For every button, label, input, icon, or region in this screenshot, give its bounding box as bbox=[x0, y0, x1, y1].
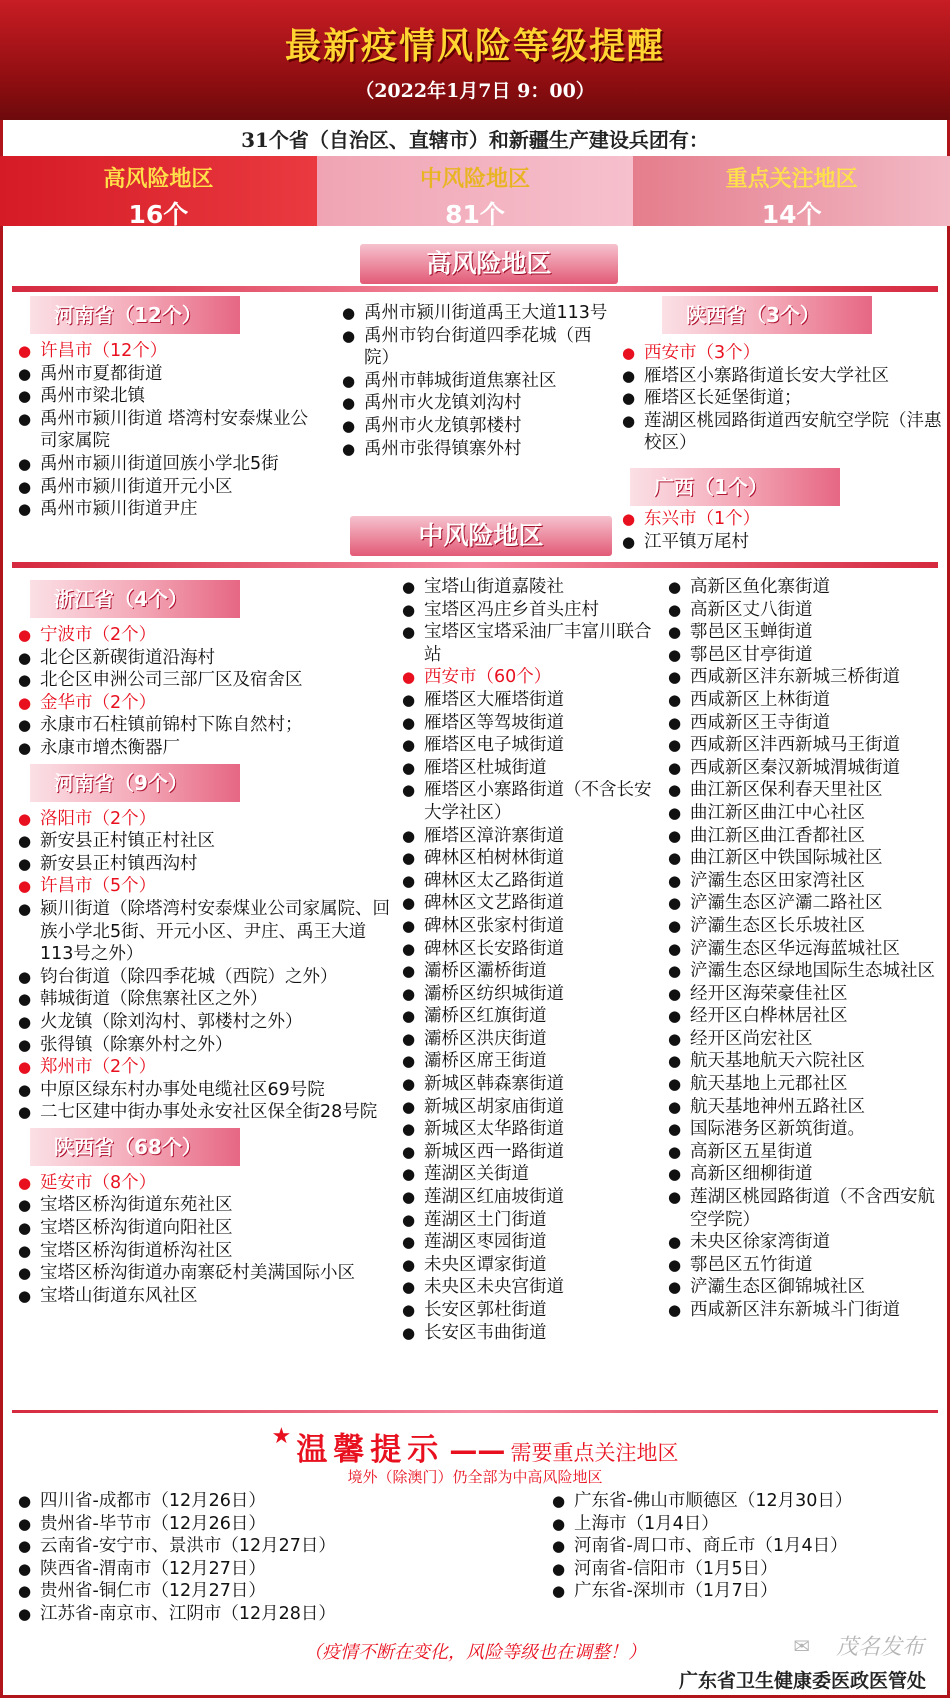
mid-risk-value: 81个 bbox=[445, 200, 505, 229]
list-item: ● 西咸新区上林街道 bbox=[664, 689, 944, 712]
risk-count-bar bbox=[0, 156, 950, 229]
list-item: ● 韩城街道（除焦寨社区之外） bbox=[14, 988, 394, 1011]
divider bbox=[12, 1410, 938, 1413]
city-header: ● 延安市（8个） bbox=[14, 1172, 394, 1195]
list-item: ● 西咸新区沣西新城马王街道 bbox=[664, 734, 944, 757]
list-item: ● 灞桥区洪庆街道 bbox=[398, 1028, 658, 1051]
province-header: 陕西省（68个） bbox=[30, 1128, 240, 1166]
high-col-3-guangxi bbox=[618, 508, 942, 553]
list-item: ● 鄠邑区甘亭街道 bbox=[664, 644, 944, 667]
list-item: ● 宝塔山街道嘉陵社 bbox=[398, 576, 658, 599]
list-item: ● 莲湖区关街道 bbox=[398, 1163, 658, 1186]
list-item: ● 禹州市夏都街道 bbox=[14, 363, 314, 386]
high-risk-value: 16个 bbox=[128, 200, 189, 229]
list-item: ● 曲江新区曲江香都社区 bbox=[664, 825, 944, 848]
high-col-3 bbox=[618, 342, 942, 455]
list-item: ● 浐灞生态区浐灞二路社区 bbox=[664, 892, 944, 915]
list-item: ● 雁塔区等驾坡街道 bbox=[398, 712, 658, 735]
list-item: ● 禹州市梁北镇 bbox=[14, 385, 314, 408]
list-item: ● 宝塔山街道东风社区 bbox=[14, 1285, 394, 1308]
list-item: ● 北仑区申洲公司三部厂区及宿舍区 bbox=[14, 669, 394, 692]
list-item: ● 碑林区太乙路街道 bbox=[398, 870, 658, 893]
list-item: ● 二七区建中街办事处永安社区保全街28号院 bbox=[14, 1101, 394, 1124]
list-item: ● 莲湖区土门街道 bbox=[398, 1209, 658, 1232]
list-item: ● 火龙镇（除刘沟村、郭楼村之外） bbox=[14, 1011, 394, 1034]
list-item: ● 航天基地上元郡社区 bbox=[664, 1073, 944, 1096]
list-item: ● 雁塔区长延堡街道； bbox=[618, 387, 942, 410]
list-item: ● 航天基地航天六院社区 bbox=[664, 1050, 944, 1073]
city-header: ● 宁波市（2个） bbox=[14, 624, 394, 647]
province-shaanxi-high: 陕西省（3个） bbox=[662, 296, 872, 334]
tips-heading bbox=[0, 1424, 950, 1469]
list-item: ● 曲江新区曲江中心社区 bbox=[664, 802, 944, 825]
list-item: ● 经开区尚宏社区 bbox=[664, 1028, 944, 1051]
list-item: ● 鄠邑区玉蝉街道 bbox=[664, 621, 944, 644]
list-item: ● 云南省-安宁市、景洪市（12月27日） bbox=[14, 1535, 464, 1558]
list-item: ● 四川省-成都市（12月26日） bbox=[14, 1490, 464, 1513]
city-header: ● 东兴市（1个） bbox=[618, 508, 942, 531]
list-item: ● 国际港务区新筑街道。 bbox=[664, 1118, 944, 1141]
city-header: ● 西安市（60个） bbox=[398, 666, 658, 689]
list-item: ● 鄠邑区五竹街道 bbox=[664, 1254, 944, 1277]
list-item: ● 新城区太华路街道 bbox=[398, 1118, 658, 1141]
list-item: ● 张得镇（除寨外村之外） bbox=[14, 1034, 394, 1057]
tips-note: 境外（除澳门）仍全部为中高风险地区 bbox=[347, 1468, 603, 1486]
high-risk-section-title: 高风险地区 bbox=[360, 244, 618, 284]
list-item: ● 禹州市钧台街道四季花城（西院） bbox=[338, 325, 614, 370]
list-item: ● 宝塔区冯庄乡首头庄村 bbox=[398, 599, 658, 622]
list-item: ● 灞桥区红旗街道 bbox=[398, 1005, 658, 1028]
list-item: ● 碑林区柏树林街道 bbox=[398, 847, 658, 870]
city-header: ● 洛阳市（2个） bbox=[14, 808, 394, 831]
mid-col-3 bbox=[664, 576, 944, 1322]
page-title: 最新疫情风险等级提醒 bbox=[284, 25, 665, 67]
focus-area-label: 重点关注地区 bbox=[725, 167, 858, 192]
list-item: ● 宝塔区桥沟街道桥沟社区 bbox=[14, 1240, 394, 1263]
list-item: ● 雁塔区小寨路街道长安大学社区 bbox=[618, 365, 942, 388]
list-item: ● 贵州省-毕节市（12月26日） bbox=[14, 1513, 464, 1536]
closing-note: （疫情不断在变化，风险等级也在调整！） bbox=[304, 1642, 646, 1663]
list-item: ● 雁塔区小寨路街道（不含长安大学社区） bbox=[398, 779, 658, 824]
star-icon: ★ bbox=[271, 1424, 292, 1449]
chat-icon: ✉ bbox=[793, 1634, 810, 1658]
list-item: ● 曲江新区中铁国际城社区 bbox=[664, 847, 944, 870]
list-item: ● 广东省-佛山市顺德区（12月30日） bbox=[548, 1490, 938, 1513]
list-item: ● 浐灞生态区田家湾社区 bbox=[664, 870, 944, 893]
list-item: ● 北仑区新碶街道沿海村 bbox=[14, 647, 394, 670]
list-item: ● 高新区丈八街道 bbox=[664, 599, 944, 622]
list-item: ● 西咸新区秦汉新城渭城街道 bbox=[664, 757, 944, 780]
high-risk-label: 高风险地区 bbox=[103, 167, 214, 192]
list-item: ● 长安区韦曲街道 bbox=[398, 1322, 658, 1345]
list-item: ● 灞桥区纺织城街道 bbox=[398, 983, 658, 1006]
list-item: ● 西咸新区王寺街道 bbox=[664, 712, 944, 735]
list-item: ● 西咸新区沣东新城斗门街道 bbox=[664, 1299, 944, 1322]
list-item: ● 灞桥区灞桥街道 bbox=[398, 960, 658, 983]
list-item: ● 禹州市颍川街道开元小区 bbox=[14, 476, 314, 499]
list-item: ● 经开区白桦林居社区 bbox=[664, 1005, 944, 1028]
intro-text: 31个省（自治区、直辖市）和新疆生产建设兵团有： bbox=[241, 128, 709, 152]
page-date: （2022年1月7日 9：00） bbox=[355, 80, 595, 102]
list-item: ● 新安县正村镇西沟村 bbox=[14, 853, 394, 876]
list-item: ● 莲湖区桃园路街道西安航空学院（沣惠校区） bbox=[618, 410, 942, 455]
list-item: ● 碑林区张家村街道 bbox=[398, 915, 658, 938]
list-item: ● 碑林区长安路街道 bbox=[398, 938, 658, 961]
list-item: ● 浐灞生态区长乐坡社区 bbox=[664, 915, 944, 938]
list-item: ● 江平镇万尾村 bbox=[618, 531, 942, 554]
high-col-2 bbox=[338, 302, 614, 460]
list-item: ● 禹州市火龙镇刘沟村 bbox=[338, 392, 614, 415]
mid-risk-label: 中风险地区 bbox=[420, 167, 531, 192]
focus-area-count bbox=[633, 156, 950, 229]
list-item: ● 新城区西一路街道 bbox=[398, 1141, 658, 1164]
list-item: ● 永康市石柱镇前锦村下陈自然村； bbox=[14, 714, 394, 737]
list-item: ● 雁塔区电子城街道 bbox=[398, 734, 658, 757]
mid-col-2 bbox=[398, 576, 658, 1344]
list-item: ● 新城区胡家庙街道 bbox=[398, 1096, 658, 1119]
tips-dash: —— bbox=[449, 1434, 506, 1467]
list-item: ● 莲湖区红庙坡街道 bbox=[398, 1186, 658, 1209]
issuer: 广东省卫生健康委医政医管处 bbox=[678, 1670, 926, 1692]
list-item: ● 新安县正村镇正村社区 bbox=[14, 830, 394, 853]
list-item: ● 禹州市颍川街道回族小学北5街 bbox=[14, 453, 314, 476]
list-item: ● 浐灞生态区华远海蓝城社区 bbox=[664, 938, 944, 961]
list-item: ● 高新区鱼化寨街道 bbox=[664, 576, 944, 599]
list-item: ● 贵州省-铜仁市（12月27日） bbox=[14, 1580, 464, 1603]
list-item: ● 钧台街道（除四季花城（西院）之外） bbox=[14, 966, 394, 989]
list-item: ● 江苏省-南京市、江阴市（12月28日） bbox=[14, 1603, 464, 1626]
mid-risk-section-title: 中风险地区 bbox=[350, 516, 612, 556]
list-item: ● 宝塔区桥沟街道向阳社区 bbox=[14, 1217, 394, 1240]
list-item: ● 西咸新区沣东新城三桥街道 bbox=[664, 666, 944, 689]
high-risk-count bbox=[0, 156, 317, 229]
list-item: ● 颍川街道（除塔湾村安泰煤业公司家属院、回族小学北5街、开元小区、尹庄、禹王大道113号之外） bbox=[14, 898, 394, 966]
list-item: ● 永康市增杰衡器厂 bbox=[14, 737, 394, 760]
list-item: ● 灞桥区席王街道 bbox=[398, 1050, 658, 1073]
list-item: ● 禹州市火龙镇郭楼村 bbox=[338, 415, 614, 438]
list-item: ● 高新区细柳街道 bbox=[664, 1163, 944, 1186]
list-item: ● 宝塔区宝塔采油厂丰富川联合站 bbox=[398, 621, 658, 666]
tips-subtitle: 需要重点关注地区 bbox=[510, 1441, 679, 1465]
list-item: ● 河南省-信阳市（1月5日） bbox=[548, 1558, 938, 1581]
list-item: ● 陕西省-渭南市（12月27日） bbox=[14, 1558, 464, 1581]
list-item: ● 莲湖区枣园街道 bbox=[398, 1231, 658, 1254]
list-item: ● 禹州市韩城街道焦寨社区 bbox=[338, 370, 614, 393]
section-band-mid bbox=[12, 562, 938, 568]
list-item: ● 长安区郭杜街道 bbox=[398, 1299, 658, 1322]
focus-area-value: 14个 bbox=[761, 200, 822, 229]
tips-right-list bbox=[548, 1490, 938, 1603]
list-item: ● 禹州市颍川街道尹庄 bbox=[14, 498, 314, 521]
list-item: ● 禹州市颍川街道禹王大道113号 bbox=[338, 302, 614, 325]
list-item: ● 航天基地神州五路社区 bbox=[664, 1096, 944, 1119]
list-item: ● 宝塔区桥沟街道东苑社区 bbox=[14, 1194, 394, 1217]
province-henan-high: 河南省（12个） bbox=[30, 296, 240, 334]
list-item: ● 莲湖区桃园路街道（不含西安航空学院） bbox=[664, 1186, 944, 1231]
list-item: ● 高新区五星街道 bbox=[664, 1141, 944, 1164]
list-item: ● 中原区绿东村办事处电缆社区69号院 bbox=[14, 1079, 394, 1102]
city-header: ● 许昌市（12个） bbox=[14, 340, 314, 363]
mid-col-1 bbox=[14, 576, 394, 1307]
list-item: ● 经开区海荣豪佳社区 bbox=[664, 983, 944, 1006]
list-item: ● 禹州市颍川街道 塔湾村安泰煤业公司家属院 bbox=[14, 408, 314, 453]
list-item: ● 碑林区文艺路街道 bbox=[398, 892, 658, 915]
list-item: ● 雁塔区杜城街道 bbox=[398, 757, 658, 780]
list-item: ● 未央区徐家湾街道 bbox=[664, 1231, 944, 1254]
list-item: ● 上海市（1月4日） bbox=[548, 1513, 938, 1536]
watermark: 茂名发布 bbox=[835, 1635, 924, 1660]
high-col-1 bbox=[14, 340, 314, 521]
city-header: ● 西安市（3个） bbox=[618, 342, 942, 365]
list-item: ● 浐灞生态区御锦城社区 bbox=[664, 1276, 944, 1299]
city-header: ● 郑州市（2个） bbox=[14, 1056, 394, 1079]
list-item: ● 宝塔区桥沟街道办南寨砭村美满国际小区 bbox=[14, 1262, 394, 1285]
header-banner bbox=[0, 0, 950, 120]
list-item: ● 曲江新区保利春天里社区 bbox=[664, 779, 944, 802]
city-header: ● 金华市（2个） bbox=[14, 692, 394, 715]
tips-left-list bbox=[14, 1490, 464, 1626]
list-item: ● 雁塔区大雁塔街道 bbox=[398, 689, 658, 712]
list-item: ● 广东省-深圳市（1月7日） bbox=[548, 1580, 938, 1603]
province-header: 浙江省（4个） bbox=[30, 580, 240, 618]
list-item: ● 禹州市张得镇寨外村 bbox=[338, 438, 614, 461]
province-header: 河南省（9个） bbox=[30, 764, 240, 802]
list-item: ● 未央区谭家街道 bbox=[398, 1254, 658, 1277]
province-guangxi-high: 广西（1个） bbox=[630, 468, 840, 506]
list-item: ● 浐灞生态区绿地国际生态城社区 bbox=[664, 960, 944, 983]
list-item: ● 河南省-周口市、商丘市（1月4日） bbox=[548, 1535, 938, 1558]
city-header: ● 许昌市（5个） bbox=[14, 875, 394, 898]
list-item: ● 雁塔区漳浒寨街道 bbox=[398, 825, 658, 848]
list-item: ● 未央区未央宫街道 bbox=[398, 1276, 658, 1299]
list-item: ● 新城区韩森寨街道 bbox=[398, 1073, 658, 1096]
tips-title: 温馨提示 bbox=[296, 1432, 445, 1468]
mid-risk-count bbox=[317, 156, 634, 229]
section-band bbox=[12, 286, 938, 292]
